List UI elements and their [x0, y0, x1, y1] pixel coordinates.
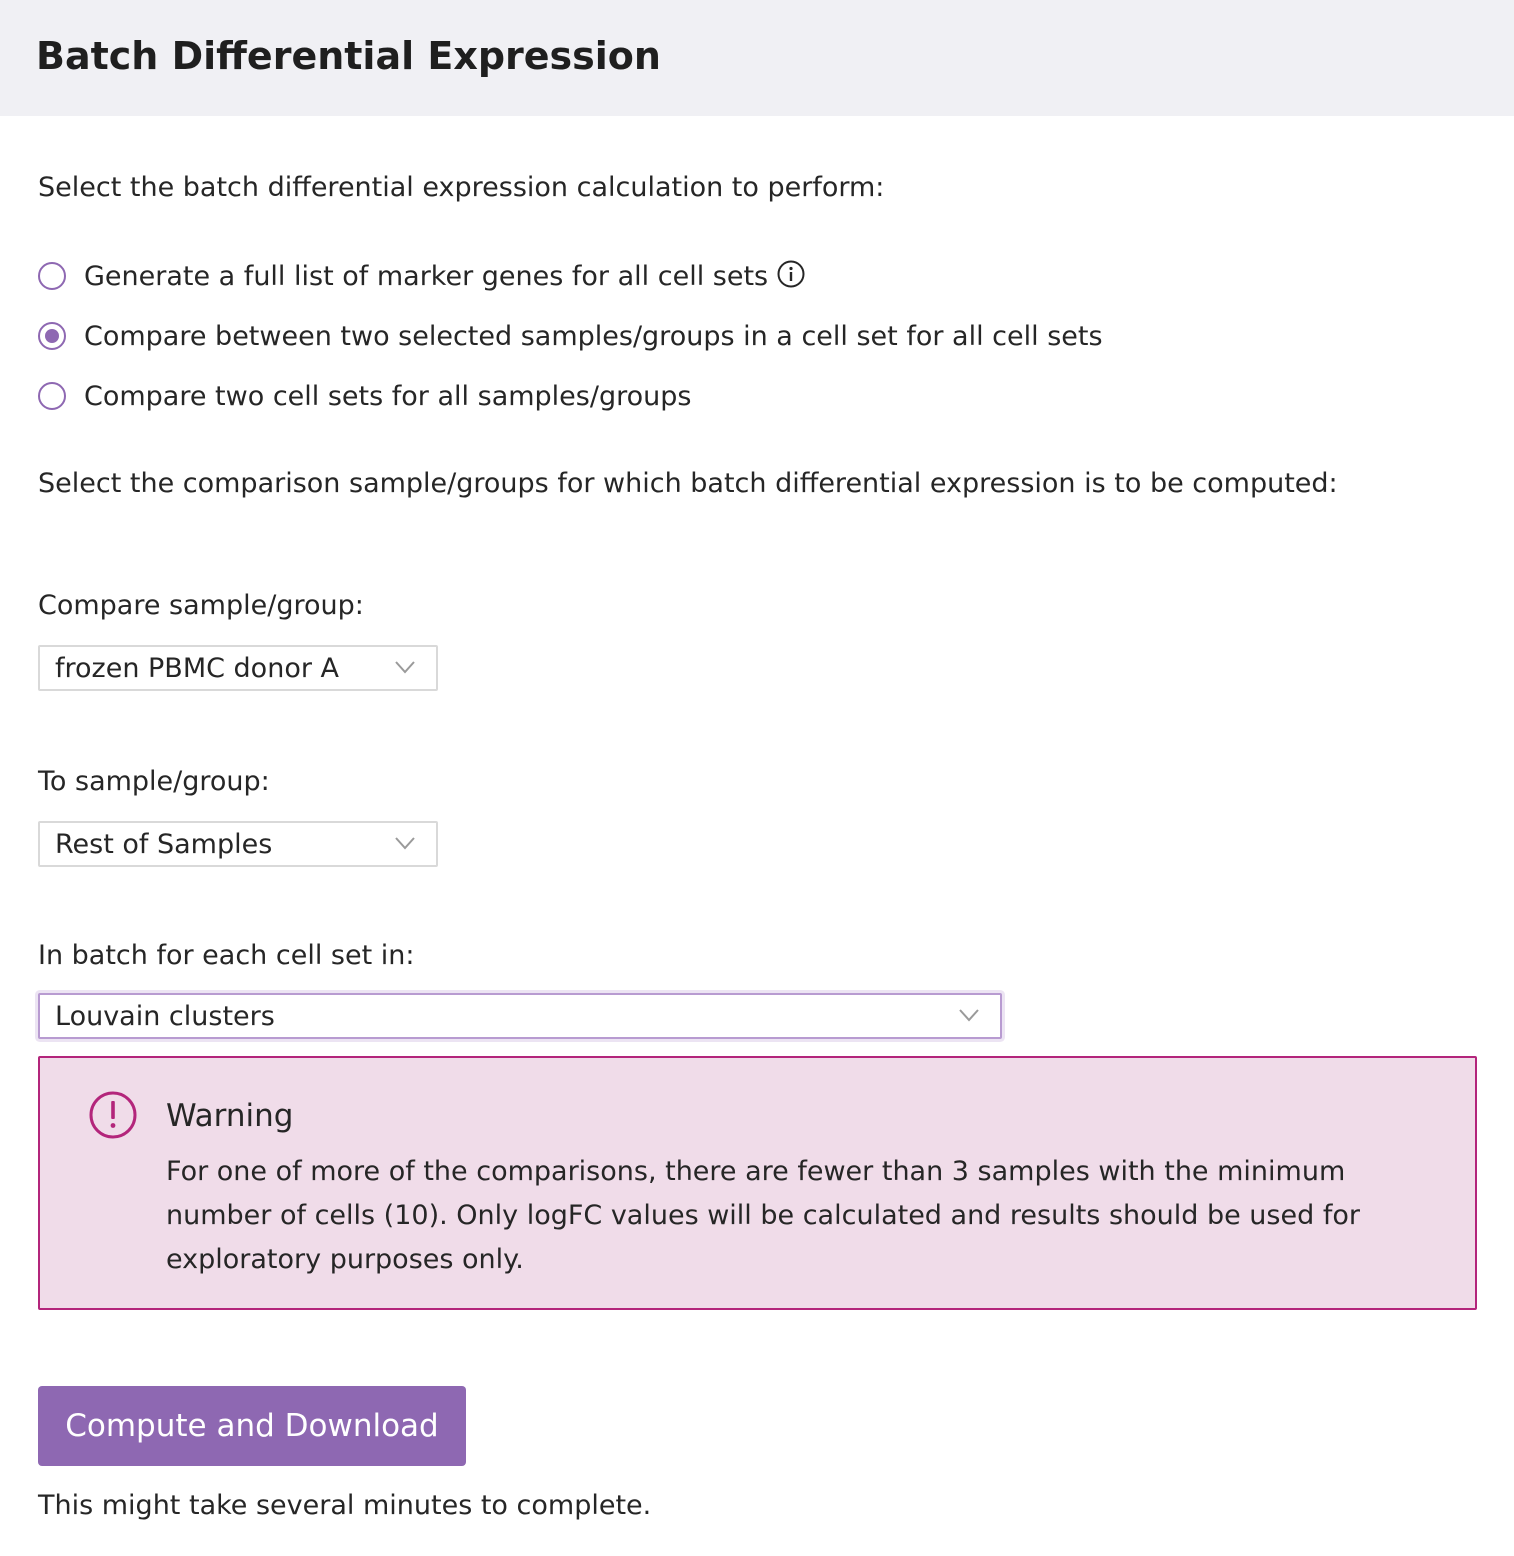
batch-cell-set-value: Louvain clusters — [55, 1001, 275, 1032]
chevron-down-icon — [394, 835, 416, 855]
warning-message: For one of more of the comparisons, there are fewer than 3 samples with the minimum number of cells (10). Only logFC values will be calculated and results should be used for exploratory purposes only. — [166, 1156, 1360, 1275]
calculation-prompt: Select the batch differential expression calculation to perform: — [38, 172, 885, 203]
radio-button-compare-samples[interactable] — [38, 322, 66, 350]
batch-cell-set-select[interactable] — [38, 993, 1002, 1039]
page-header — [0, 0, 1514, 116]
duration-note: This might take several minutes to complete. — [38, 1490, 652, 1521]
radio-option-compare-cell-sets[interactable] — [38, 376, 691, 416]
compare-sample-select[interactable] — [38, 645, 438, 691]
chevron-down-icon — [394, 659, 416, 679]
radio-label-compare-cell-sets: Compare two cell sets for all samples/groups — [84, 380, 692, 412]
to-sample-value: Rest of Samples — [55, 829, 273, 860]
page-title: Batch Differential Expression — [36, 34, 661, 78]
info-icon[interactable] — [776, 259, 806, 293]
comparison-prompt: Select the comparison sample/groups for which batch differential expression is to be computed: — [38, 468, 1338, 499]
to-sample-label: To sample/group: — [38, 766, 270, 797]
compare-sample-value: frozen PBMC donor A — [55, 653, 339, 684]
exclamation-circle-icon — [88, 1090, 138, 1144]
batch-cell-set-label: In batch for each cell set in: — [38, 940, 415, 971]
radio-button-compare-cell-sets[interactable] — [38, 382, 66, 410]
radio-option-marker-genes[interactable] — [38, 256, 806, 296]
compute-and-download-button[interactable]: Compute and Download — [38, 1386, 466, 1466]
radio-label-marker-genes: Generate a full list of marker genes for all cell sets — [84, 260, 769, 292]
radio-button-marker-genes[interactable] — [38, 262, 66, 290]
radio-label-compare-samples: Compare between two selected samples/groups in a cell set for all cell sets — [84, 320, 1103, 352]
warning-alert — [38, 1056, 1477, 1310]
chevron-down-icon — [958, 1007, 980, 1027]
warning-title: Warning — [166, 1098, 294, 1134]
to-sample-select[interactable] — [38, 821, 438, 867]
radio-option-compare-samples[interactable] — [38, 316, 1103, 356]
compare-sample-label: Compare sample/group: — [38, 590, 364, 621]
